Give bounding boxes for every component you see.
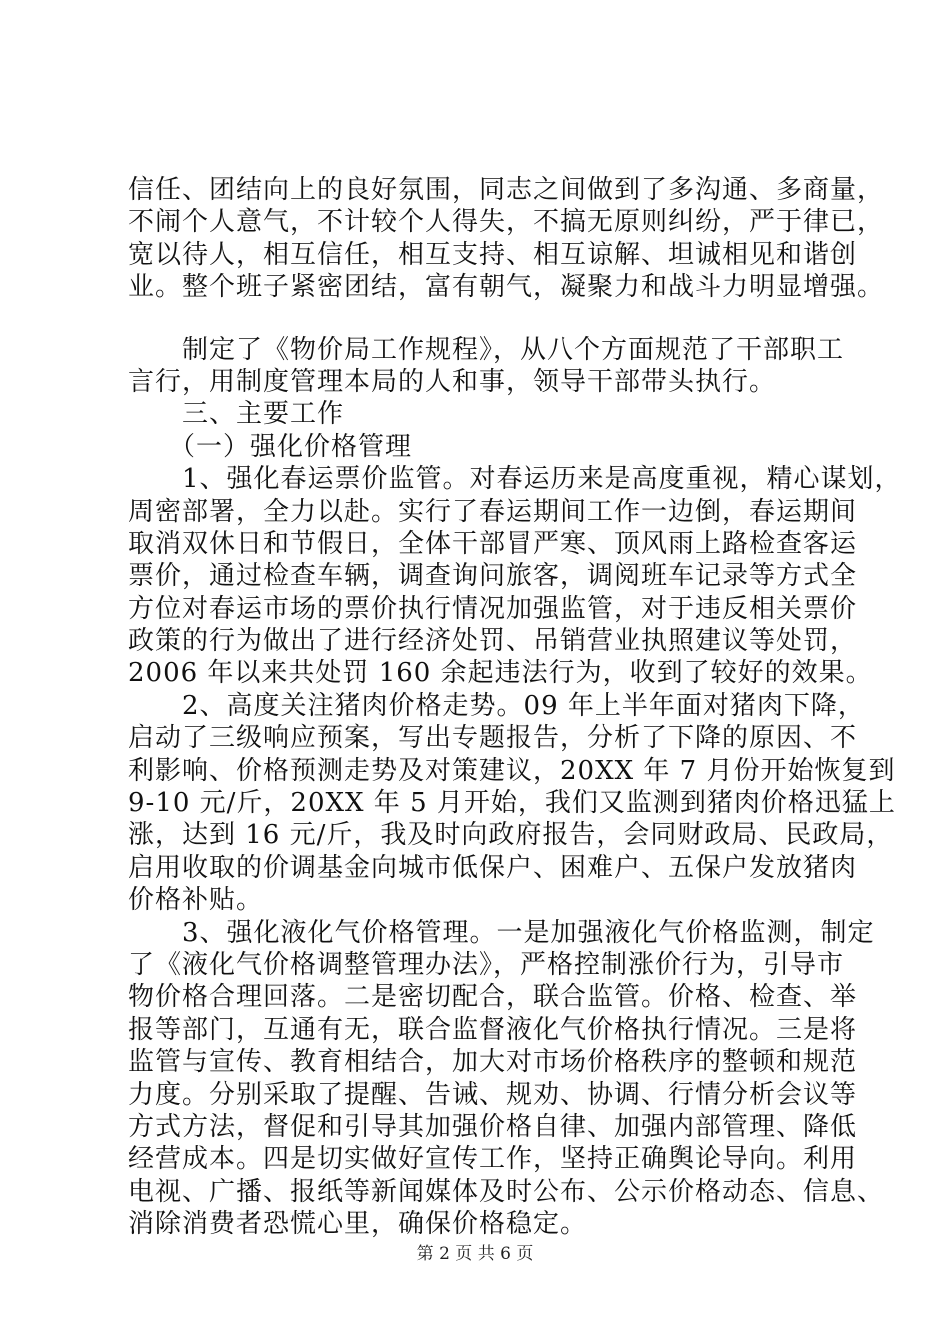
text-line: 不闹个人意气，不计较个人得失，不搞无原则纠纷，严于律已，: [128, 207, 885, 238]
text-line: 9-10 元/斤，20XX 年 5 月开始，我们又监测到猪肉价格迅猛上: [128, 788, 896, 819]
section-heading: 三、主要工作: [128, 399, 345, 430]
text-line: 票价，通过检查车辆，调查询问旅客，调阅班车记录等方式全: [128, 561, 858, 592]
text-line: 监管与宣传、教育相结合，加大对市场价格秩序的整顿和规范: [128, 1047, 858, 1078]
text-line: 方式方法，督促和引导其加强价格自律、加强内部管理、降低: [128, 1111, 858, 1142]
text-line: 2、高度关注猪肉价格走势。09 年上半年面对猪肉下降，: [128, 690, 865, 721]
paragraph-team-atmosphere: [128, 174, 885, 304]
paragraph-work-rules: [128, 334, 848, 399]
text-line: 取消双休日和节假日，全体干部冒严寒、顶风雨上路检查客运: [128, 528, 858, 559]
subsection-heading: （一）强化价格管理: [128, 431, 413, 462]
text-line: 宽以待人，相互信任，相互支持、相互谅解、坦诚相见和谐创: [128, 239, 858, 270]
text-line: 周密部署，全力以赴。实行了春运期间工作一边倒，春运期间: [128, 496, 858, 527]
item-lpg-prices: [128, 917, 885, 1241]
text-line: 业。整个班子紧密团结，富有朝气，凝聚力和战斗力明显增强。: [128, 272, 885, 303]
item-spring-festival-fares: [128, 463, 902, 690]
text-line: 启用收取的价调基金向城市低保户、困难户、五保户发放猪肉: [128, 852, 858, 883]
text-line: 制定了《物价局工作规程》，从八个方面规范了干部职工: [128, 334, 845, 365]
text-line: 利影响、价格预测走势及对策建议，20XX 年 7 月份开始恢复到: [128, 755, 896, 786]
text-line: 信任、团结向上的良好氛围，同志之间做到了多沟通、多商量，: [128, 175, 885, 205]
text-line: 价格补贴。: [128, 885, 264, 916]
document-body: [128, 174, 902, 1241]
text-line: 政策的行为做出了进行经济处罚、吊销营业执照建议等处罚，: [128, 626, 858, 657]
text-line: 2006 年以来共处罚 160 余起违法行为，收到了较好的效果。: [128, 658, 873, 689]
text-line: 方位对春运市场的票价执行情况加强监管，对于违反相关票价: [128, 593, 858, 624]
text-line: 启动了三级响应预案，写出专题报告，分析了下降的原因、不: [128, 723, 858, 754]
text-line: 电视、广播、报纸等新闻媒体及时公布、公示价格动态、信息、: [128, 1176, 885, 1207]
text-line: 了《液化气价格调整管理办法》，严格控制涨价行为，引导市: [128, 949, 845, 980]
text-line: 涨，达到 16 元/斤，我及时向政府报告，会同财政局、民政局，: [128, 820, 894, 851]
paragraph-spacer: [128, 304, 848, 334]
text-line: 1、强化春运票价监管。对春运历来是高度重视，精心谋划，: [128, 464, 902, 495]
text-line: 力度。分别采取了提醒、告诫、规劝、协调、行情分析会议等: [128, 1079, 858, 1110]
text-line: 物价格合理回落。二是密切配合，联合监管。价格、检查、举: [128, 982, 858, 1013]
text-line: 经营成本。四是切实做好宣传工作，坚持正确舆论导向。利用: [128, 1144, 858, 1175]
item-pork-prices: [128, 690, 896, 917]
text-line: 3、强化液化气价格管理。一是加强液化气价格监测，制定: [128, 917, 875, 948]
text-line: 报等部门，互通有无，联合监督液化气价格执行情况。三是将: [128, 1014, 858, 1045]
text-line: 言行，用制度管理本局的人和事，领导干部带头执行。: [128, 366, 777, 397]
text-line: 消除消费者恐慌心里，确保价格稳定。: [128, 1209, 588, 1240]
page-number-footer: 第 2 页 共 6 页: [416, 1244, 534, 1264]
